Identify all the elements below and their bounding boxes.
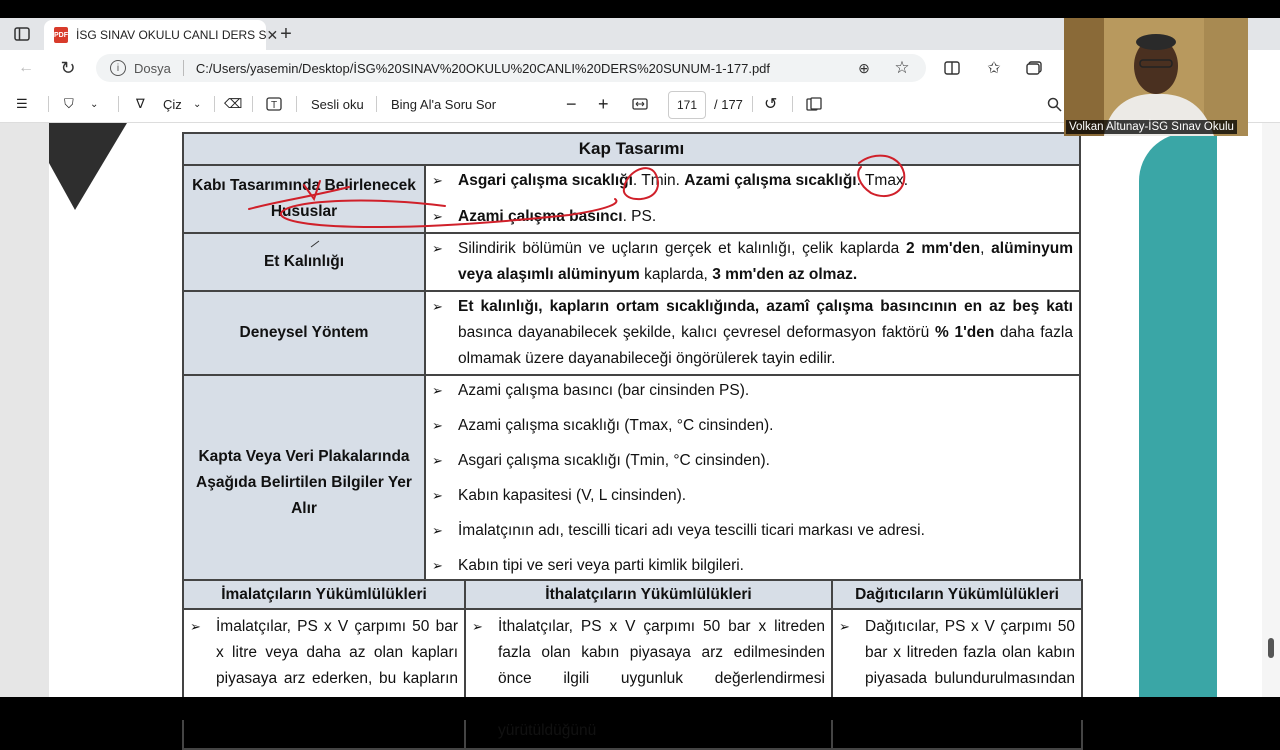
column-header: Dağıtıcıların Yükümlülükleri — [832, 580, 1082, 609]
bottom-bar — [0, 697, 1280, 720]
pdf-icon: PDF — [54, 27, 68, 43]
back-icon[interactable]: ← — [18, 59, 34, 76]
list-item: Azami çalışma sıcaklığı (Tmax, °C cinsinden). — [458, 417, 774, 434]
chevron-down-icon[interactable]: ⌄ — [193, 98, 202, 110]
pdf-viewer[interactable] — [0, 123, 1280, 739]
sidebar-toggle-icon[interactable] — [10, 24, 34, 44]
favorites-icon[interactable]: ✩ — [987, 60, 1001, 77]
chevron-down-icon[interactable]: ⌄ — [90, 98, 99, 110]
scrollbar-thumb[interactable] — [1268, 638, 1274, 658]
zoom-icon[interactable]: ⊕ — [858, 59, 870, 76]
favorite-star-icon[interactable]: ☆ — [894, 58, 910, 77]
url-field[interactable] — [96, 54, 926, 82]
row-content: ➢ Et kalınlığı, kapların ortam sıcaklığında, azamî çalışma basıncının en az beş katı basınca dayanabilecek şekilde, kalıcı çevresel deformasyon faktörü % 1'den daha fazla olmamak üzere dayanabileceği öngörülerek tayin edilir. — [425, 291, 1080, 375]
refresh-icon[interactable]: ↻ — [60, 57, 76, 78]
presenter-video — [1064, 18, 1248, 136]
list-item: Kabın kapasitesi (V, L cinsinden). — [458, 487, 687, 504]
table-cell: ➢ İthalatçılar, PS x V çarpımı 50 bar x litreden fazla olan kabın piyasaya arz edilmesinden önce ilgili uygunluk değerlendirmesi yürütüldüğünü — [465, 609, 832, 749]
scrollbar[interactable] — [1262, 123, 1280, 697]
tab-active[interactable] — [44, 20, 279, 50]
pdf-page — [49, 123, 1269, 739]
page-view-icon[interactable] — [806, 86, 822, 122]
row-label: Kabı Tasarımında Belirlenecek Hususlar — [183, 165, 425, 233]
webcam-caption: Volkan Altunay-İSG Sınav Okulu — [1066, 120, 1237, 134]
split-screen-icon[interactable] — [940, 56, 964, 80]
column-header: İthalatçıların Yükümlülükleri — [465, 580, 832, 609]
page-total: / 177 — [714, 96, 743, 112]
list-item: Asgari çalışma sıcaklığı (Tmin, °C cinsinden). — [458, 452, 770, 469]
contents-icon[interactable]: ☰ — [16, 96, 28, 111]
info-icon[interactable]: i — [110, 60, 126, 76]
list-item: Kabın tipi ve seri veya parti kimlik bilgileri. — [458, 557, 744, 574]
eraser-icon[interactable]: ⌫ — [224, 96, 243, 111]
webcam-overlay — [1064, 18, 1248, 136]
read-aloud-button[interactable]: Sesli oku — [311, 96, 364, 112]
close-tab-icon[interactable]: ✕ — [266, 26, 279, 43]
column-header: İmalatçıların Yükümlülükleri — [183, 580, 465, 609]
table-cell: ➢ İmalatçılar, PS x V çarpımı 50 bar x litre veya daha az olan kapları piyasaya arz ederken, bu kapların — [183, 609, 465, 749]
page-number-input[interactable]: 171 — [668, 91, 706, 119]
fit-page-icon[interactable] — [632, 86, 648, 122]
row-content: ➢ Asgari çalışma sıcaklığı. Tmin. Azami çalışma sıcaklığı. Tmax. ➢ Azami çalışma basıncı. PS. — [425, 165, 1080, 233]
svg-text:T: T — [270, 100, 278, 111]
draw-icon[interactable]: ∇ — [136, 96, 145, 111]
list-item: İmalatçının adı, tescilli ticari adı veya tescilli ticari markası ve adresi. — [458, 522, 925, 539]
ask-bing-button[interactable]: Bing Al'a Soru Sor — [391, 96, 497, 112]
collections-icon[interactable] — [1022, 56, 1046, 80]
row-label: Kapta Veya Veri Plakalarında Aşağıda Belirtilen Bilgiler Yer Alır — [183, 375, 425, 591]
text-icon[interactable] — [266, 86, 284, 122]
list-item: Azami çalışma basıncı (bar cinsinden PS). — [458, 382, 750, 399]
search-icon[interactable] — [1047, 86, 1062, 122]
row-label: Et Kalınlığı — [183, 233, 425, 291]
url-text: C:/Users/yasemin/Desktop/İSG%20SINAV%20OKULU%20CANLI%20DERS%20SUNUM-1-177.pdf — [195, 60, 771, 76]
ink-annotations — [49, 123, 1269, 697]
table-cell: ➢ Dağıtıcılar, PS x V çarpımı 50 bar x litreden fazla olan kabın piyasada bulundurulmasından — [832, 609, 1082, 749]
draw-button[interactable]: Çiz — [163, 96, 182, 112]
url-scheme: Dosya — [134, 60, 171, 76]
row-content: ➢ Azami çalışma basıncı (bar cinsinden PS). ➢ Azami çalışma sıcaklığı (Tmax, °C cinsinden). ➢ Asgari çalışma sıcaklığı (Tmin, °C cinsinden). ➢ Kabın kapasitesi (V, L cinsinden). ➢ İmalatçının adı, tescilli ticari adı veya tescilli ticari markası ve adresi. ➢ Kabın tipi ve seri veya parti kimlik bilgileri. — [425, 375, 1080, 591]
new-tab-icon[interactable]: + — [280, 22, 292, 45]
zoom-out-icon[interactable]: − — [566, 93, 577, 114]
table-title: Kap Tasarımı — [183, 133, 1080, 165]
rotate-icon[interactable]: ↺ — [764, 96, 778, 113]
highlight-icon[interactable]: ⛉ — [64, 96, 74, 111]
zoom-in-icon[interactable]: + — [598, 93, 609, 114]
row-label: Deneysel Yöntem — [183, 291, 425, 375]
tab-title: İSG SINAV OKULU CANLI DERS S — [76, 28, 267, 42]
row-content: ➢ Silindirik bölümün ve uçların gerçek et kalınlığı, çelik kaplarda 2 mm'den, alüminyum veya alaşımlı alüminyum kaplarda, 3 mm'den az olmaz. — [425, 233, 1080, 291]
